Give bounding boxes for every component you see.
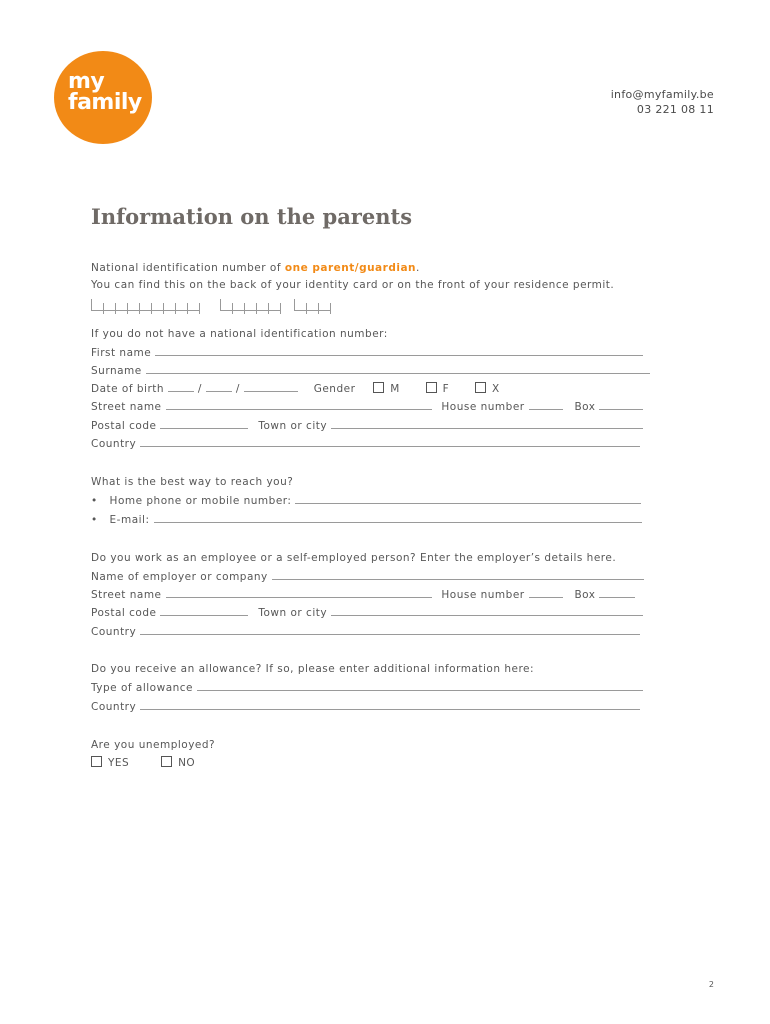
dob-day-field[interactable] <box>168 381 194 392</box>
country-field[interactable] <box>140 436 640 447</box>
employer-postal-field[interactable] <box>160 605 248 616</box>
street-field[interactable] <box>166 399 432 410</box>
reach-email-label: E-mail: <box>109 514 150 526</box>
gender-f-label: F <box>442 383 450 395</box>
unemployed-no-checkbox[interactable] <box>161 756 172 767</box>
reach-phone-label: Home phone or mobile number: <box>109 495 292 507</box>
page-number: 2 <box>708 980 714 989</box>
employer-name-field[interactable] <box>272 569 644 580</box>
first-name-label: First name <box>91 347 152 359</box>
employer-postal-label: Postal code <box>91 607 157 619</box>
allowance-country-label: Country <box>91 701 137 713</box>
logo-line-1: my <box>68 69 105 94</box>
gender-m-label: M <box>390 383 400 395</box>
unemployed-options-row <box>91 756 195 770</box>
employer-house-number-label: House number <box>441 589 525 601</box>
dob-year-field[interactable] <box>244 381 298 392</box>
country-row <box>91 436 640 451</box>
gender-m-checkbox[interactable] <box>373 382 384 393</box>
national-id-boxes-group-3[interactable] <box>294 299 331 311</box>
first-name-row <box>91 345 643 360</box>
reach-heading: What is the best way to reach you? <box>91 476 294 488</box>
gender-x-checkbox[interactable] <box>475 382 486 393</box>
national-id-boxes-group-2[interactable] <box>220 299 281 311</box>
reach-phone-field[interactable] <box>295 493 641 504</box>
street-label: Street name <box>91 401 162 413</box>
street-row <box>91 399 643 414</box>
box-field[interactable] <box>599 399 643 410</box>
gender-f-checkbox[interactable] <box>426 382 437 393</box>
employer-country-field[interactable] <box>140 624 640 635</box>
box-label: Box <box>574 401 596 413</box>
bullet-phone: • <box>91 495 98 507</box>
contact-block <box>611 87 714 117</box>
national-id-label <box>91 261 420 275</box>
contact-email[interactable]: info@myfamily.be <box>610 88 714 101</box>
town-field[interactable] <box>331 418 643 429</box>
employer-house-number-field[interactable] <box>529 587 563 598</box>
unemployed-yes-checkbox[interactable] <box>91 756 102 767</box>
dob-label: Date of birth <box>91 383 165 395</box>
unemployed-yes-label: YES <box>108 757 130 769</box>
employer-country-row <box>91 624 640 639</box>
bullet-email: • <box>91 514 98 526</box>
allowance-type-field[interactable] <box>197 680 643 691</box>
allowance-country-field[interactable] <box>140 699 640 710</box>
allowance-type-label: Type of allowance <box>91 682 194 694</box>
myfamily-logo <box>54 51 152 144</box>
national-id-suffix: . <box>416 262 420 274</box>
postal-field[interactable] <box>160 418 248 429</box>
unemployed-no-label: NO <box>178 757 196 769</box>
national-id-boxes-group-1[interactable] <box>91 299 200 311</box>
first-name-field[interactable] <box>155 345 643 356</box>
employer-town-field[interactable] <box>331 605 643 616</box>
logo-line-2: family <box>68 90 142 115</box>
employer-box-label: Box <box>574 589 596 601</box>
allowance-heading: Do you receive an allowance? If so, please enter additional information here: <box>91 663 535 675</box>
national-id-highlight: one parent/guardian <box>284 262 417 274</box>
town-label: Town or city <box>258 420 328 432</box>
employer-name-label: Name of employer or company <box>91 571 268 583</box>
surname-label: Surname <box>91 365 142 377</box>
gender-x-label: X <box>492 383 500 395</box>
postal-row <box>91 418 643 433</box>
allowance-type-row <box>91 680 643 695</box>
surname-field[interactable] <box>146 363 650 374</box>
national-id-prefix: National identification number of <box>91 262 285 274</box>
unemployed-heading: Are you unemployed? <box>91 739 216 751</box>
employer-box-field[interactable] <box>599 587 635 598</box>
house-number-field[interactable] <box>529 399 563 410</box>
house-number-label: House number <box>441 401 525 413</box>
reach-email-row <box>91 512 642 527</box>
surname-row <box>91 363 650 378</box>
dob-sep-1: / <box>197 383 202 395</box>
national-id-hint: You can find this on the back of your identity card or on the front of your residence permit. <box>91 279 615 291</box>
postal-label: Postal code <box>91 420 157 432</box>
employer-heading: Do you work as an employee or a self-employed person? Enter the employer’s details here. <box>91 552 617 564</box>
dob-month-field[interactable] <box>206 381 232 392</box>
employer-street-row <box>91 587 635 602</box>
employer-postal-row <box>91 605 643 620</box>
reach-phone-row <box>91 493 641 508</box>
page-title: Information on the parents <box>91 204 413 229</box>
employer-name-row <box>91 569 644 584</box>
employer-street-label: Street name <box>91 589 162 601</box>
reach-email-field[interactable] <box>154 512 642 523</box>
employer-town-label: Town or city <box>258 607 328 619</box>
dob-gender-row <box>91 381 500 396</box>
allowance-country-row <box>91 699 640 714</box>
employer-street-field[interactable] <box>166 587 432 598</box>
gender-label: Gender <box>313 383 356 395</box>
contact-phone[interactable]: 03 221 08 11 <box>636 103 714 116</box>
no-id-heading: If you do not have a national identification number: <box>91 328 388 340</box>
country-label: Country <box>91 438 137 450</box>
dob-sep-2: / <box>235 383 240 395</box>
employer-country-label: Country <box>91 626 137 638</box>
